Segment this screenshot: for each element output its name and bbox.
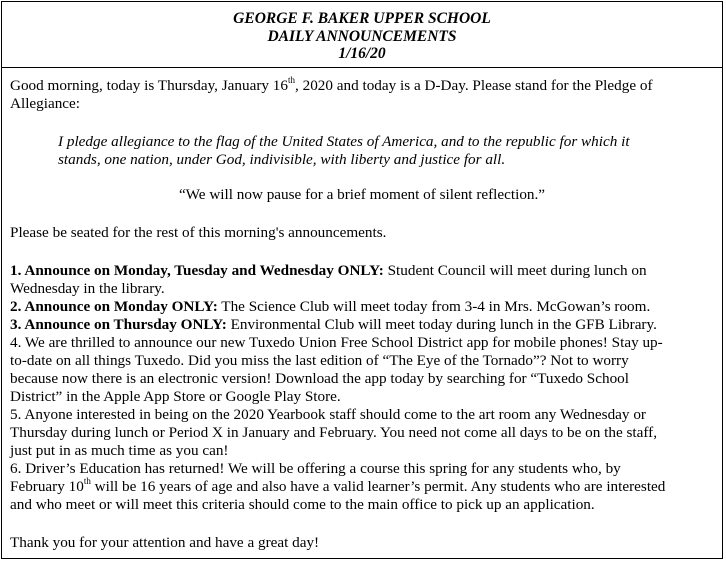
item-4-line-2: to-date on all things Tuxedo. Did you miss the last edition of “The Eye of the Tornado”? Not to worry: [10, 352, 629, 369]
school-name: GEORGE F. BAKER UPPER SCHOOL: [233, 10, 491, 27]
item-6-line-2: February 10th will be 16 years of age and also have a valid learner’s permit. Any students who are interested: [10, 475, 666, 495]
item-4-line-4: District” in the Apple App Store or Google Play Store.: [10, 388, 341, 405]
item-1-line-2: Wednesday in the library.: [10, 280, 165, 297]
item-6-line-3: and who meet or will meet this criteria should come to the main office to pick up an application.: [10, 496, 595, 513]
page-title: DAILY ANNOUNCEMENTS: [267, 27, 457, 45]
silence-line: “We will now pause for a brief moment of silent reflection.”: [178, 186, 546, 203]
item-5-line-2: Thursday during lunch or Period X in January and February. You need not come all days to be on the staff,: [10, 424, 658, 441]
header: [2, 2, 722, 68]
item-5-line-1: 5. Anyone interested in being on the 2020 Yearbook staff should come to the art room any Wednesday or: [10, 406, 646, 423]
item-4-line-1: 4. We are thrilled to announce our new Tuxedo Union Free School District app for mobile phones! Stay up-: [10, 334, 663, 351]
closing-line: Thank you for your attention and have a great day!: [10, 534, 320, 551]
greeting-line-1: Good morning, today is Thursday, January 16th, 2020 and today is a D-Day. Please stand for the Pledge of: [10, 74, 653, 94]
seated-line: Please be seated for the rest of this morning's announcements.: [10, 224, 387, 241]
item-2: 2. Announce on Monday ONLY: The Science Club will meet today from 3-4 in Mrs. McGowan’s room.: [10, 298, 651, 315]
item-6-line-1: 6. Driver’s Education has returned! We will be offering a course this spring for any students who, by: [10, 460, 621, 477]
item-5-line-3: just put in as much time as you can!: [10, 442, 229, 459]
pledge-line-2: stands, one nation, under God, indivisible, with liberty and justice for all.: [58, 151, 506, 168]
pledge-line-1: I pledge allegiance to the flag of the United States of America, and to the republic for which it: [58, 133, 630, 150]
item-3: 3. Announce on Thursday ONLY: Environmental Club will meet today during lunch in the GFB Library.: [10, 316, 657, 333]
announcement-date: 1/16/20: [338, 45, 386, 62]
item-1-line-1: 1. Announce on Monday, Tuesday and Wednesday ONLY: Student Council will meet during lunch on: [10, 262, 647, 279]
item-4-line-3: because now there is an electronic version! Download the app today by searching for “Tuxedo School: [10, 370, 629, 387]
greeting-line-2: Allegiance:: [10, 95, 80, 112]
announcement-sheet: [1, 1, 723, 559]
